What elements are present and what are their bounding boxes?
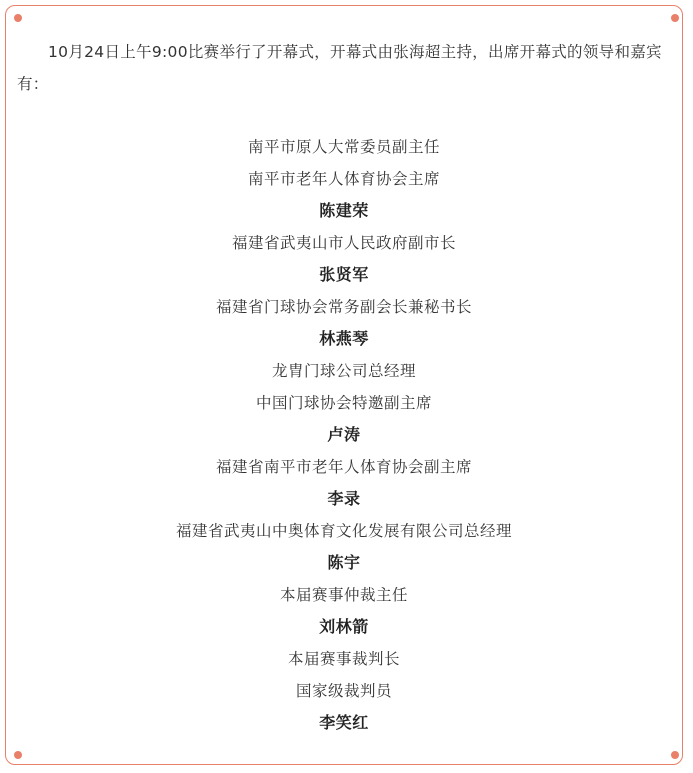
attendee-name: 刘林箭 xyxy=(319,617,369,636)
attendee-name: 陈宇 xyxy=(327,553,361,572)
attendee-name: 李笑红 xyxy=(319,713,369,732)
attendee-title: 南平市老年人体育协会主席 xyxy=(247,170,440,188)
attendee-title: 福建省武夷山中奥体育文化发展有限公司总经理 xyxy=(175,522,512,540)
corner-dot-icon xyxy=(14,751,22,759)
attendee-name: 陈建荣 xyxy=(319,201,369,220)
attendee-list xyxy=(5,131,683,739)
corner-dot-icon xyxy=(671,751,679,759)
attendee-title: 本届赛事裁判长 xyxy=(287,650,400,668)
attendee-title: 龙胄门球公司总经理 xyxy=(271,362,416,380)
attendee-title: 南平市原人大常委员副主任 xyxy=(247,138,440,156)
attendee-title: 国家级裁判员 xyxy=(295,682,392,700)
attendee-title: 福建省武夷山市人民政府副市长 xyxy=(231,234,456,252)
attendee-title: 福建省南平市老年人体育协会副主席 xyxy=(215,458,472,476)
attendee-name: 卢涛 xyxy=(327,425,361,444)
attendee-name: 林燕琴 xyxy=(319,329,369,348)
attendee-title: 本届赛事仲裁主任 xyxy=(279,586,408,604)
attendee-title: 福建省门球协会常务副会长兼秘书长 xyxy=(215,298,472,316)
corner-dot-icon xyxy=(671,14,679,22)
intro-paragraph: 10月24日上午9:00比赛举行了开幕式，开幕式由张海超主持，出席开幕式的领导和嘉宾有： xyxy=(17,43,662,93)
attendee-name: 李录 xyxy=(327,489,361,508)
attendee-title: 中国门球协会特邀副主席 xyxy=(255,394,432,412)
corner-dot-icon xyxy=(14,14,22,22)
attendee-name: 张贤军 xyxy=(319,265,369,284)
